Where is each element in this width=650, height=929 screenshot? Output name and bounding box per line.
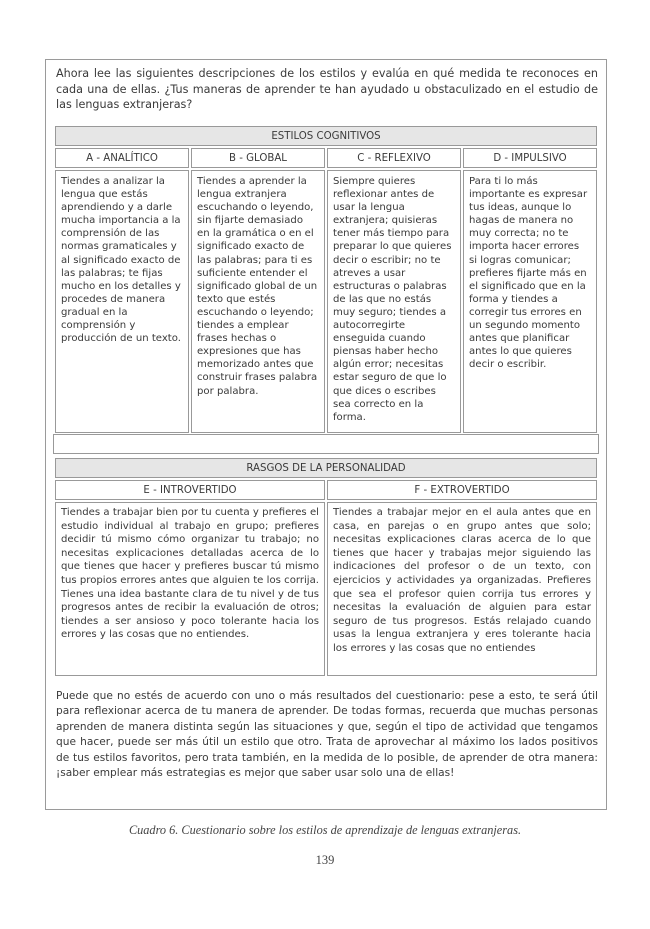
figure-caption: Cuadro 6. Cuestionario sobre los estilos de aprendizaje de lenguas extranjeras. — [128, 823, 522, 837]
analitico-description: Tiendes a analizar la lengua que estás aprendiendo y a darle mucha importancia a la comprensión de las normas gramaticales y al significado exacto de las palabras; te fijas mucho en los detalles y procedes de manera gradual en la comprensión y producción de un texto. — [55, 170, 189, 433]
cognitive-styles-title: ESTILOS COGNITIVOS — [55, 126, 597, 146]
intro-paragraph: Ahora lee las siguientes descripciones de los estilos y evalúa en qué medida te reconoces en cada una de ellas. ¿Tus maneras de aprender te han ayudado u obstaculizado en el estudio de las lenguas extranjeras? — [56, 67, 598, 112]
page-number: 139 — [315, 853, 335, 867]
table-spacer — [53, 434, 599, 454]
global-description: Tiendes a aprender la lengua extranjera escuchando o leyendo, sin fijarte demasiado en la gramática o en el significado exacto de las palabras; para ti es suficiente entender el significado global de un texto que estés escuchando o leyendo; tiendes a emplear frases hechas o expresiones que has memorizado antes que construir frases palabra por palabra. — [191, 170, 325, 433]
col-heading-extrovertido: F - EXTROVERTIDO — [327, 480, 597, 500]
col-heading-analitico: A - ANALÍTICO — [55, 148, 189, 168]
col-heading-reflexivo: C - REFLEXIVO — [327, 148, 461, 168]
personality-traits-table — [53, 456, 599, 678]
closing-paragraph: Puede que no estés de acuerdo con uno o más resultados del cuestionario: pese a esto, te será útil para reflexionar acerca de tu manera de aprender. De todas formas, recuerda que muchas personas aprenden de manera distinta según las situaciones y que, según el tipo de actividad que tengamos que hacer, puede ser más útil un estilo que otro. Trata de aprovechar al máximo los lados positivos de tus estilos favoritos, pero trata también, en la medida de lo posible, de aprender de otra manera: ¡saber emplear más estrategias es mejor que saber usar solo una de ellas! — [56, 690, 598, 780]
cognitive-styles-table — [53, 124, 599, 435]
col-heading-introvertido: E - INTROVERTIDO — [55, 480, 325, 500]
impulsivo-description: Para ti lo más importante es expresar tus ideas, aunque lo hagas de manera no muy correcta; no te importa hacer errores si logras comunicar; prefieres fijarte más en el significado que en la forma y tiendes a corregir tus errores en un segundo momento antes que planificar antes lo que quieres decir o escribir. — [463, 170, 597, 433]
reflexivo-description: Siempre quieres reflexionar antes de usar la lengua extranjera; quisieras tener más tiempo para preparar lo que quieres decir o escribir; no te atreves a usar estructuras o palabras de las que no estás muy seguro; tiendes a autocorregirte enseguida cuando piensas haber hecho algún error; necesitas estar seguro de que lo que dices o escribes sea correcto en la forma. — [327, 170, 461, 433]
personality-traits-title: RASGOS DE LA PERSONALIDAD — [55, 458, 597, 478]
extrovertido-description: Tiendes a trabajar mejor en el aula antes que en casa, en parejas o en grupo antes que solo; necesitas explicaciones claras acerca de lo que tienes que hacer y trabajas mejor siguiendo las indicaciones del profesor o de un texto, con ejercicios y actividades ya organizadas. Prefieres que sea el profesor quien corrija tus errores y necesitas la evaluación de alguien para estar seguro de tus progresos. Estás relajado cuando usas la lengua extranjera y eres tolerante hacia los errores y las cosas que no entiendes — [327, 502, 597, 676]
col-heading-global: B - GLOBAL — [191, 148, 325, 168]
col-heading-impulsivo: D - IMPULSIVO — [463, 148, 597, 168]
introvertido-description: Tiendes a trabajar bien por tu cuenta y prefieres el estudio individual al trabajo en grupo; prefieres decidir tú mismo cómo organizar tu trabajo; no necesitas explicaciones detalladas acerca de lo que tienes que hacer y prefieres buscar tú mismo tus propios errores antes que alguien te los corrija. Tienes una idea bastante clara de tu nivel y de tus progresos antes de recibir la evaluación de otros; tiendes a ser ansioso y poco tolerante hacia los errores y las cosas que no entiendes. — [55, 502, 325, 676]
